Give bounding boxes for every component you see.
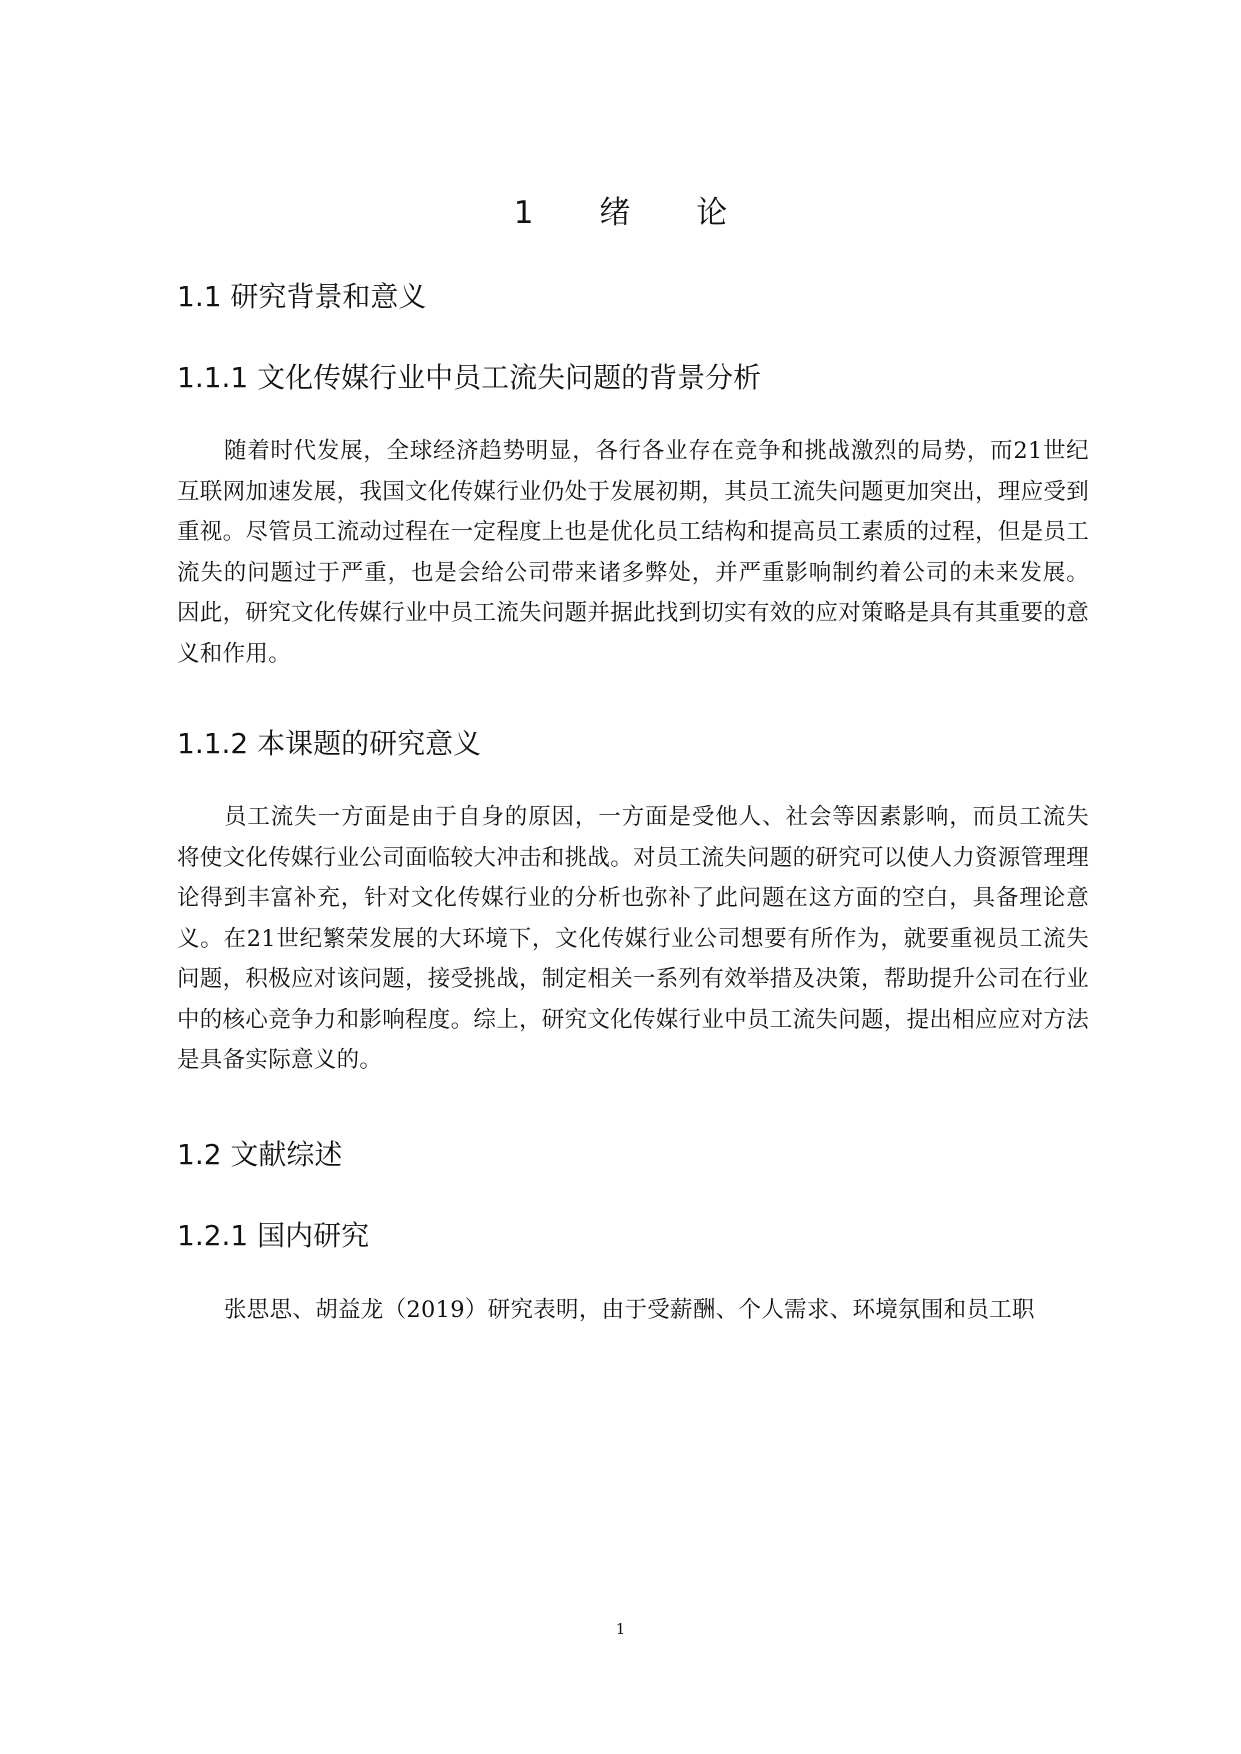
chapter-title: 1 绪 论 <box>513 195 756 231</box>
paragraph-research-significance: 员工流失一方面是由于自身的原因，一方面是受他人、社会等因素影响，而员工流失将使文化传媒行业公司面临较大冲击和挑战。对员工流失问题的研究可以使人力资源管理理论得到丰富补充，针对文化传媒行业的分析也弥补了此问题在这方面的空白，具备理论意义。在21世纪繁荣发展的大环境下，文化传媒行业公司想要有所作为，就要重视员工流失问题，积极应对该问题，接受挑战，制定相关一系列有效举措及决策，帮助提升公司在行业中的核心竞争力和影响程度。综上，研究文化传媒行业中员工流失问题，提出相应应对方法是具备实际意义的。 <box>177 804 1090 1073</box>
section-heading-1-2: 1.2 文献综述 <box>177 1138 343 1171</box>
section-heading-1-1-1: 1.1.1 文化传媒行业中员工流失问题的背景分析 <box>177 361 762 394</box>
section-heading-1-2-1: 1.2.1 国内研究 <box>177 1219 370 1252</box>
page-number: 1 <box>615 1620 626 1638</box>
paragraph-domestic-research: 张思思、胡益龙（2019）研究表明，由于受薪酬、个人需求、环境氛围和员工职 <box>224 1297 1035 1323</box>
section-heading-1-1: 1.1 研究背景和意义 <box>177 280 427 313</box>
paragraph-background-analysis: 随着时代发展，全球经济趋势明显，各行各业存在竞争和挑战激烈的局势，而21世纪互联网加速发展，我国文化传媒行业仍处于发展初期，其员工流失问题更加突出，理应受到重视。尽管员工流动过程在一定程度上也是优化员工结构和提高员工素质的过程，但是员工流失的问题过于严重，也是会给公司带来诸多弊处，并严重影响制约着公司的未来发展。 因此，研究文化传媒行业中员工流失问题并据此找到切实有效的应对策略是具有其重要的意义和作用。 <box>177 438 1090 667</box>
section-heading-1-1-2: 1.1.2 本课题的研究意义 <box>177 727 482 760</box>
